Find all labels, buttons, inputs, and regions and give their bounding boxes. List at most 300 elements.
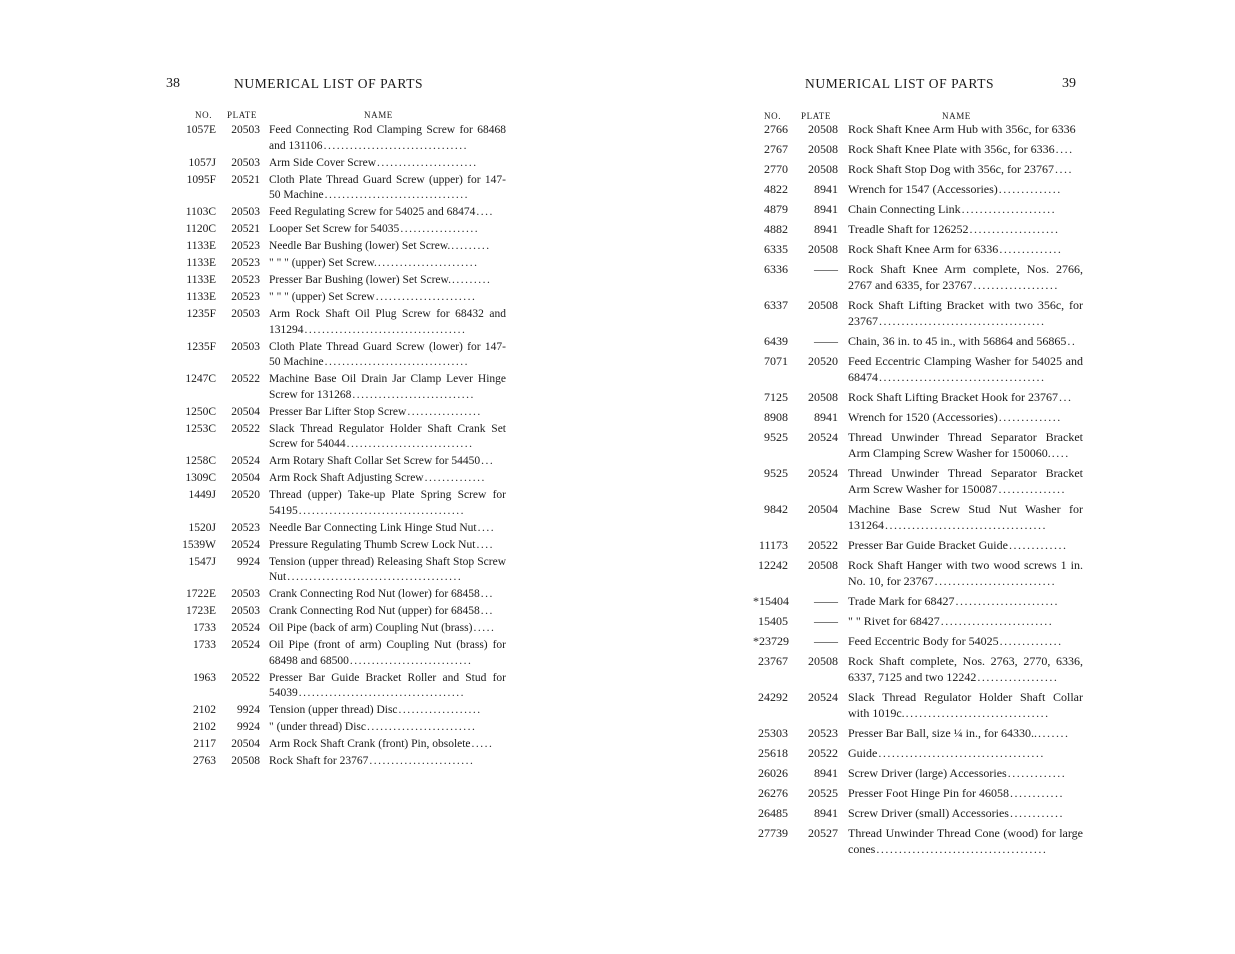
leader-dots: ........................ [369,755,475,767]
part-name: Presser Bar Ball, size ¼ in., for 64330......... [848,726,1070,740]
leader-dots: .................. [977,670,1059,684]
leader-dots: .... [1055,162,1073,176]
plate-number: 20522 [231,373,260,385]
leader-dots: ............................ [349,654,473,667]
part-row [176,538,506,554]
part-row [176,471,506,487]
part-number: 1235F [186,308,216,320]
column-header-no: NO. [764,111,782,121]
part-number: 4822 [764,182,788,196]
plate-number: 20503 [231,124,260,136]
part-row [176,372,506,403]
plate-number: 20508 [808,558,838,572]
plate-number: 20524 [808,466,838,480]
part-name: Presser Foot Hinge Pin for 46058............ [848,786,1064,800]
part-name: Tension (upper thread) Releasing Shaft Stop Screw Nut........................................ [269,555,506,586]
leader-dots: ..................... [961,202,1057,216]
part-name: Wrench for 1520 (Accessories).............. [848,410,1062,424]
leader-dots: ......................... [366,721,477,733]
part-name: Screw Driver (small) Accessories............ [848,806,1064,820]
plate-number: 20503 [231,156,260,169]
part-row [176,703,506,719]
plate-number: 20524 [808,430,838,444]
part-row [753,353,1083,385]
part-number: 1133E [186,240,216,252]
part-number: 2102 [193,721,216,733]
part-row [753,633,1083,649]
part-number: 1133E [186,274,216,286]
plate-number: 8941 [814,182,838,196]
part-row [176,638,506,669]
column-header-name: NAME [364,110,393,120]
part-number: 6439 [764,334,788,348]
leader-dots: ............. [1007,766,1067,780]
page-number: 39 [1062,76,1076,91]
plate-number: 20523 [231,521,260,534]
part-number: 9842 [764,502,788,516]
plate-number: 20504 [808,502,838,516]
leader-dots: ... [480,588,494,600]
leader-dots: .............. [999,242,1063,256]
plate-number: 20525 [808,786,838,800]
part-number: 1258C [185,455,216,467]
part-name: " " " (upper) Set Screw....................... [269,290,506,306]
part-number: 9525 [764,430,788,444]
part-number: *15404 [753,594,789,608]
leader-dots: ................................. [324,189,469,201]
part-name: Chain Connecting Link..................... [848,202,1057,216]
part-name: Oil Pipe (front of arm) Coupling Nut (brass) for 68498 and 68500............................ [269,638,506,669]
part-number: 1733 [193,622,216,634]
part-number: 1723E [185,605,216,617]
column-header-no: NO. [195,110,213,120]
part-row [176,307,506,338]
part-number: 2767 [764,142,788,156]
plate-number: 9924 [237,721,260,733]
parts-list [753,121,1083,857]
part-name: Rock Shaft Hanger with two wood screws 1 in. No. 10, for 23767........................... [848,558,1083,588]
plate-number: 20503 [231,605,260,617]
part-number: 7125 [764,390,788,404]
leader-dots: ........................................ [287,571,463,583]
plate-number: 20523 [808,726,838,740]
part-name: Machine Base Oil Drain Jar Clamp Lever Hinge Screw for 131268............................ [269,372,506,403]
part-row [176,340,506,371]
part-row [753,537,1083,553]
part-name: Arm Rock Shaft Adjusting Screw.............. [269,471,506,487]
part-row [176,156,506,172]
part-row [176,604,506,620]
left-page [0,0,617,954]
plate-number: 20503 [231,308,260,320]
page-title: NUMERICAL LIST OF PARTS [805,76,995,91]
part-number: 7071 [764,354,788,368]
part-row [753,429,1083,461]
part-row [753,297,1083,329]
leader-dots: .................. [400,223,480,235]
plate-number: 20503 [231,588,260,600]
part-name: Rock Shaft complete, Nos. 2763, 2770, 6336, 6337, 7125 and two 12242.................. [848,654,1083,684]
part-number: 1133E [186,291,216,303]
part-number: 1539W [182,538,216,551]
part-number: 1963 [193,671,216,684]
plate-number: 20520 [231,489,260,501]
leader-dots: ..................................... [879,370,1046,384]
part-number: 1520J [188,521,216,534]
part-number: 24292 [758,690,788,704]
part-name: Thread Unwinder Thread Separator Bracket Arm Clamping Screw Washer for 150060..... [848,430,1083,460]
leader-dots: ............... [998,482,1066,496]
part-number: 1733 [193,639,216,651]
part-row [753,409,1083,425]
part-number: 1133E [186,257,216,269]
part-number: 26485 [758,806,788,820]
plate-number: 20522 [231,671,260,684]
part-name: Arm Rotary Shaft Collar Set Screw for 54450... [269,454,506,470]
part-name: Trade Mark for 68427....................... [848,594,1060,608]
part-name: Oil Pipe (back of arm) Coupling Nut (brass)..... [269,621,506,637]
leader-dots: ...................................... [876,842,1048,856]
part-number: 11173 [758,538,788,552]
part-row [753,805,1083,821]
part-row [176,123,506,154]
part-name: Thread (upper) Take-up Plate Spring Screw for 54195...................................... [269,488,506,519]
part-name: Crank Connecting Rod Nut (upper) for 68458... [269,604,506,620]
part-row [176,555,506,586]
leader-dots: .... [1055,142,1074,156]
part-row [176,521,506,537]
plate-number: 20524 [231,455,260,467]
part-number: 1247C [185,373,216,385]
leader-dots: ................................. [324,356,469,368]
part-number: 8908 [764,410,788,424]
plate-number: 20523 [231,240,260,252]
leader-dots: ............................ [352,388,475,401]
leader-dots: ............................. [346,438,474,450]
part-row [753,221,1083,237]
part-row [753,785,1083,801]
part-name: Rock Shaft Stop Dog with 356c, for 23767.... [848,162,1073,176]
part-row [176,205,506,221]
plate-number: 20508 [808,298,838,312]
part-name: " (under thread) Disc......................... [269,720,506,736]
leader-dots: .... [476,538,494,551]
part-name: Rock Shaft for 23767........................ [269,754,506,770]
leader-dots: ....... [1037,726,1070,740]
part-row [176,222,506,238]
plate-number: 20508 [808,122,838,136]
part-number: 1057J [188,156,216,169]
part-name: Rock Shaft Lifting Bracket with two 356c, for 23767..................................... [848,298,1083,328]
plate-number: —— [814,334,838,348]
part-number: 1449J [188,489,216,501]
part-name: Slack Thread Regulator Holder Shaft Collar with 1019c................................. [848,690,1083,720]
part-name: Pressure Regulating Thumb Screw Lock Nut.... [269,538,506,554]
plate-number: 20524 [231,538,260,551]
part-name: Thread Unwinder Thread Separator Bracket Arm Screw Washer for 150087............... [848,466,1083,496]
part-row [176,454,506,470]
leader-dots: ................................. [323,139,468,152]
part-row [753,689,1083,721]
part-row [753,201,1083,217]
part-row [753,825,1083,857]
leader-dots: ......................... [940,614,1054,628]
part-number: 2102 [193,704,216,716]
part-row [753,653,1083,685]
part-number: 1250C [185,405,216,418]
leader-dots: ..... [473,622,496,634]
leader-dots: .... [476,206,494,218]
leader-dots: ............. [1008,538,1068,552]
plate-number: 20524 [808,690,838,704]
part-number: 4879 [764,202,788,216]
plate-number: 20504 [231,472,260,484]
part-row [753,241,1083,257]
part-row [753,121,1083,137]
leader-dots: ... [480,605,494,617]
part-row [753,725,1083,741]
part-row [176,754,506,770]
part-number: 2770 [764,162,788,176]
part-row [176,671,506,702]
plate-number: 8941 [814,222,838,236]
part-number: 23767 [758,654,788,668]
part-number: 12242 [758,558,788,572]
plate-number: —— [814,634,838,648]
part-number: 4882 [764,222,788,236]
leader-dots: .............. [998,182,1062,196]
leader-dots: ....................... [375,291,477,303]
part-number: 1103C [185,206,216,218]
part-name: Treadle Shaft for 126252.................... [848,222,1060,236]
plate-number: 8941 [814,410,838,424]
part-row [753,161,1083,177]
part-row [753,181,1083,197]
leader-dots: ..... [471,738,494,750]
part-name: Rock Shaft Knee Arm complete, Nos. 2766, 2767 and 6335, for 23767................... [848,262,1083,292]
leader-dots: ......... [451,240,491,252]
part-row [753,333,1083,349]
plate-number: 20503 [231,340,260,353]
leader-dots: ....................... [955,594,1060,608]
part-name: Arm Rock Shaft Oil Plug Screw for 68432 and 131294..................................... [269,307,506,338]
part-number: 1235F [186,340,216,353]
part-name: Rock Shaft Knee Plate with 356c, for 6336.... [848,142,1074,156]
part-name: " " " (upper) Set Screw........................ [269,256,506,272]
page-title: NUMERICAL LIST OF PARTS [234,76,424,91]
part-row [753,261,1083,293]
column-header-plate: PLATE [227,110,257,120]
part-number: 2117 [193,738,216,750]
part-name: Rock Shaft Knee Arm for 6336.............. [848,242,1063,256]
part-number: 26026 [758,766,788,780]
part-row [176,256,506,272]
leader-dots: ..................................... [878,746,1045,760]
part-row [753,465,1083,497]
plate-number: 20503 [231,206,260,218]
leader-dots: ... [481,455,495,467]
part-number: 26276 [758,786,788,800]
column-header-plate: PLATE [801,111,831,121]
part-name: Feed Eccentric Body for 54025.............. [848,634,1063,648]
part-row [176,290,506,306]
part-number: *23729 [753,634,789,648]
plate-number: 20520 [808,354,838,368]
leader-dots: .............. [998,410,1062,424]
part-number: 1095F [186,173,216,186]
part-row [753,745,1083,761]
part-row [176,422,506,453]
right-page [617,0,1235,954]
leader-dots: .................................... [885,518,1047,532]
leader-dots: ................... [398,704,482,716]
part-name: Machine Base Screw Stud Nut Washer for 131264.................................... [848,502,1083,532]
plate-number: 20524 [231,622,260,634]
part-row [753,765,1083,781]
part-name: Feed Connecting Rod Clamping Screw for 68468 and 131106................................. [269,123,506,154]
plate-number: 20508 [808,242,838,256]
leader-dots: .............. [999,634,1063,648]
plate-number: —— [814,262,838,276]
part-row [753,141,1083,157]
part-number: 25618 [758,746,788,760]
part-name: Arm Side Cover Screw....................... [269,156,506,172]
part-name: Feed Eccentric Clamping Washer for 54025 and 68474..................................... [848,354,1083,384]
part-number: 1309C [185,472,216,484]
plate-number: 20522 [808,746,838,760]
leader-dots: ..................................... [879,314,1046,328]
leader-dots: ... [1058,390,1073,404]
plate-number: 20522 [231,422,260,435]
part-number: 2766 [764,122,788,136]
plate-number: 8941 [814,202,838,216]
plate-number: 20508 [808,162,838,176]
leader-dots: ...................................... [298,687,465,699]
part-row [753,593,1083,609]
parts-list [176,123,506,770]
part-number: 25303 [758,726,788,740]
part-name: Presser Bar Lifter Stop Screw................. [269,405,506,421]
part-name: Cloth Plate Thread Guard Screw (upper) for 147-50 Machine................................. [269,173,506,204]
part-name: Needle Bar Bushing (lower) Set Screw.......... [269,239,506,255]
part-row [176,173,506,204]
leader-dots: ................. [407,405,482,418]
column-header-name: NAME [942,111,971,121]
part-number: 1547J [188,555,216,568]
part-name: Needle Bar Connecting Link Hinge Stud Nut.... [269,521,506,537]
part-number: 1057E [185,124,216,136]
part-row [753,389,1083,405]
part-name: Thread Unwinder Thread Cone (wood) for large cones...................................... [848,826,1083,856]
plate-number: 8941 [814,766,838,780]
plate-number: 20521 [231,173,260,186]
plate-number: 8941 [814,806,838,820]
plate-number: 20521 [231,223,260,235]
plate-number: 20523 [231,274,260,286]
part-row [176,239,506,255]
part-name: Presser Bar Bushing (lower) Set Screw.......... [269,273,506,289]
plate-number: 20522 [808,538,838,552]
leader-dots: .................... [969,222,1060,236]
part-row [176,488,506,519]
leader-dots: ................................ [905,706,1050,720]
plate-number: 20524 [231,639,260,651]
part-name: Guide..................................... [848,746,1045,760]
plate-number: 20504 [231,405,260,418]
part-row [176,405,506,421]
part-name: Slack Thread Regulator Holder Shaft Crank Set Screw for 54044............................. [269,422,506,453]
part-number: 6336 [764,262,788,276]
plate-number: 20508 [231,755,260,767]
plate-number: 20508 [808,390,838,404]
leader-dots: ........................... [934,574,1057,588]
part-name: Presser Bar Guide Bracket Guide............. [848,538,1068,552]
part-row [176,587,506,603]
plate-number: 20504 [231,738,260,750]
part-row [753,501,1083,533]
part-name: Chain, 36 in. to 45 in., with 56864 and 56865.. [848,334,1077,348]
part-number: 6335 [764,242,788,256]
plate-number: 20523 [231,257,260,269]
part-name: Feed Regulating Screw for 54025 and 68474.... [269,205,506,221]
leader-dots: ......... [451,274,492,286]
plate-number: —— [814,614,838,628]
plate-number: 20527 [808,826,838,840]
part-row [176,621,506,637]
plate-number: 9924 [237,704,260,716]
part-number: 1120C [185,223,216,235]
leader-dots: ...................................... [298,504,465,517]
part-name: Arm Rock Shaft Crank (front) Pin, obsolete..... [269,737,506,753]
leader-dots: ............ [1009,806,1064,820]
part-name: Rock Shaft Lifting Bracket Hook for 23767... [848,390,1073,404]
part-row [176,737,506,753]
plate-number: 20508 [808,654,838,668]
part-number: 15405 [758,614,788,628]
leader-dots: ..................................... [304,323,467,336]
part-number: 27739 [758,826,788,840]
part-row [176,720,506,736]
part-name: Crank Connecting Rod Nut (lower) for 68458... [269,587,506,603]
part-number: 1722E [185,588,216,600]
leader-dots: ....................... [377,257,479,269]
part-name: Tension (upper thread) Disc................... [269,703,506,719]
part-number: 2763 [193,755,216,767]
part-name: " " Rivet for 68427......................... [848,614,1054,628]
part-number: 6337 [764,298,788,312]
plate-number: 20523 [231,291,260,303]
part-name: Looper Set Screw for 54035.................. [269,222,506,238]
leader-dots: ................... [973,278,1059,292]
part-row [176,273,506,289]
page-number: 38 [166,76,180,91]
leader-dots: .... [1051,446,1070,460]
part-name: Wrench for 1547 (Accessories).............. [848,182,1062,196]
plate-number: 9924 [237,555,260,568]
plate-number: —— [814,594,838,608]
part-row [753,557,1083,589]
leader-dots: .... [477,521,496,534]
leader-dots: ............ [1010,786,1064,800]
part-row [753,613,1083,629]
part-name: Rock Shaft Knee Arm Hub with 356c, for 6336 [848,122,1076,136]
part-number: 1253C [185,422,216,435]
part-name: Presser Bar Guide Bracket Roller and Stud for 54039...................................... [269,671,506,702]
leader-dots: .. [1067,334,1077,348]
part-name: Cloth Plate Thread Guard Screw (lower) for 147-50 Machine................................. [269,340,506,371]
part-number: 9525 [764,466,788,480]
part-name: Screw Driver (large) Accessories............. [848,766,1067,780]
